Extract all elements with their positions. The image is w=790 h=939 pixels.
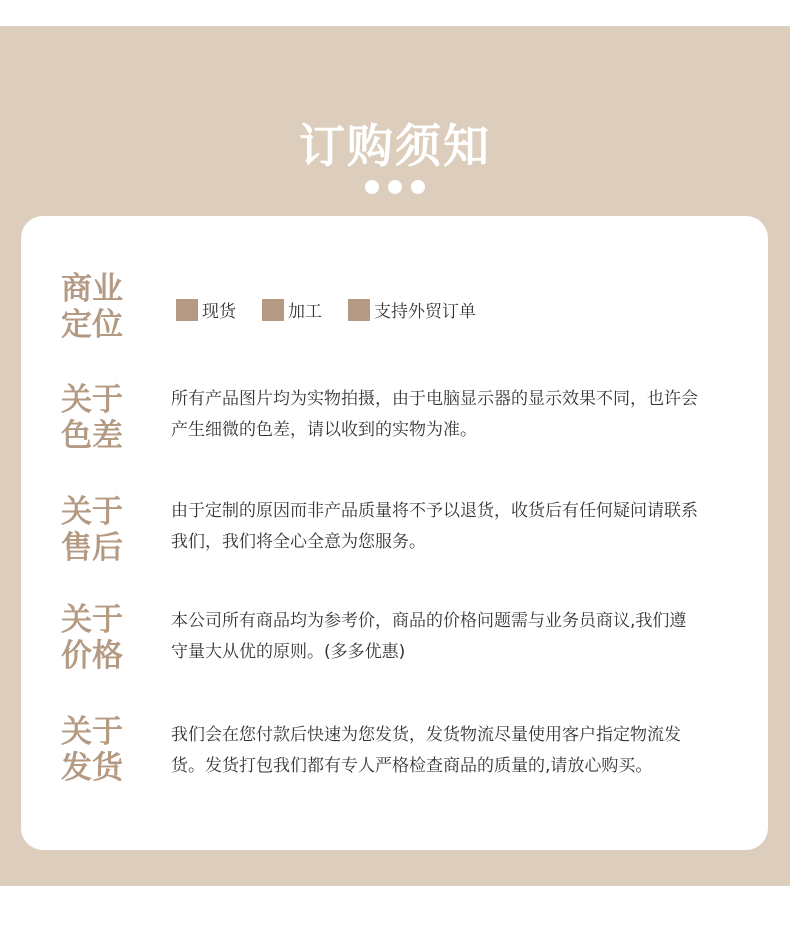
tag-item	[176, 297, 236, 322]
section-heading	[61, 271, 131, 343]
section-text	[171, 606, 751, 668]
text-line: 所有产品图片均为实物拍摄，由于电脑显示器的显示效果不同，也许会	[171, 389, 698, 409]
heading-line: 关于	[61, 714, 123, 750]
section-text	[171, 384, 751, 446]
page-title: 订购须知	[299, 119, 491, 173]
section-text	[171, 496, 751, 558]
section-heading	[61, 382, 131, 454]
heading-line: 商业	[61, 271, 123, 307]
text-line: 守量大从优的原则。(多多优惠)	[171, 642, 406, 662]
text-line: 我们会在您付款后快速为您发货，发货物流尽量使用客户指定物流发	[171, 725, 681, 745]
tag-label: 支持外贸订单	[374, 302, 476, 322]
tag-list	[176, 297, 502, 322]
section-text	[171, 720, 751, 782]
square-icon	[348, 299, 370, 321]
dot-divider	[0, 180, 790, 194]
heading-line: 色差	[61, 418, 123, 454]
info-card	[21, 216, 768, 850]
tag-label: 现货	[202, 302, 236, 322]
text-line: 我们，我们将全心全意为您服务。	[171, 532, 426, 552]
heading-line: 发货	[61, 750, 123, 786]
text-line: 货。发货打包我们都有专人严格检查商品的质量的,请放心购买。	[171, 756, 653, 776]
dot-icon	[411, 180, 425, 194]
square-icon	[176, 299, 198, 321]
heading-line: 关于	[61, 382, 123, 418]
section-heading	[61, 602, 131, 674]
heading-line: 关于	[61, 602, 123, 638]
heading-line: 定位	[61, 307, 123, 343]
dot-icon	[365, 180, 379, 194]
heading-line: 关于	[61, 494, 123, 530]
heading-line: 售后	[61, 530, 123, 566]
tag-item	[262, 297, 322, 322]
section-heading	[61, 714, 131, 786]
dot-icon	[388, 180, 402, 194]
square-icon	[262, 299, 284, 321]
tag-label: 加工	[288, 302, 322, 322]
text-line: 由于定制的原因而非产品质量将不予以退货，收货后有任何疑问请联系	[171, 501, 698, 521]
section-heading	[61, 494, 131, 566]
tag-item	[348, 297, 476, 322]
heading-line: 价格	[61, 638, 123, 674]
text-line: 本公司所有商品均为参考价，商品的价格问题需与业务员商议,我们遵	[171, 611, 687, 631]
text-line: 产生细微的色差，请以收到的实物为准。	[171, 420, 477, 440]
